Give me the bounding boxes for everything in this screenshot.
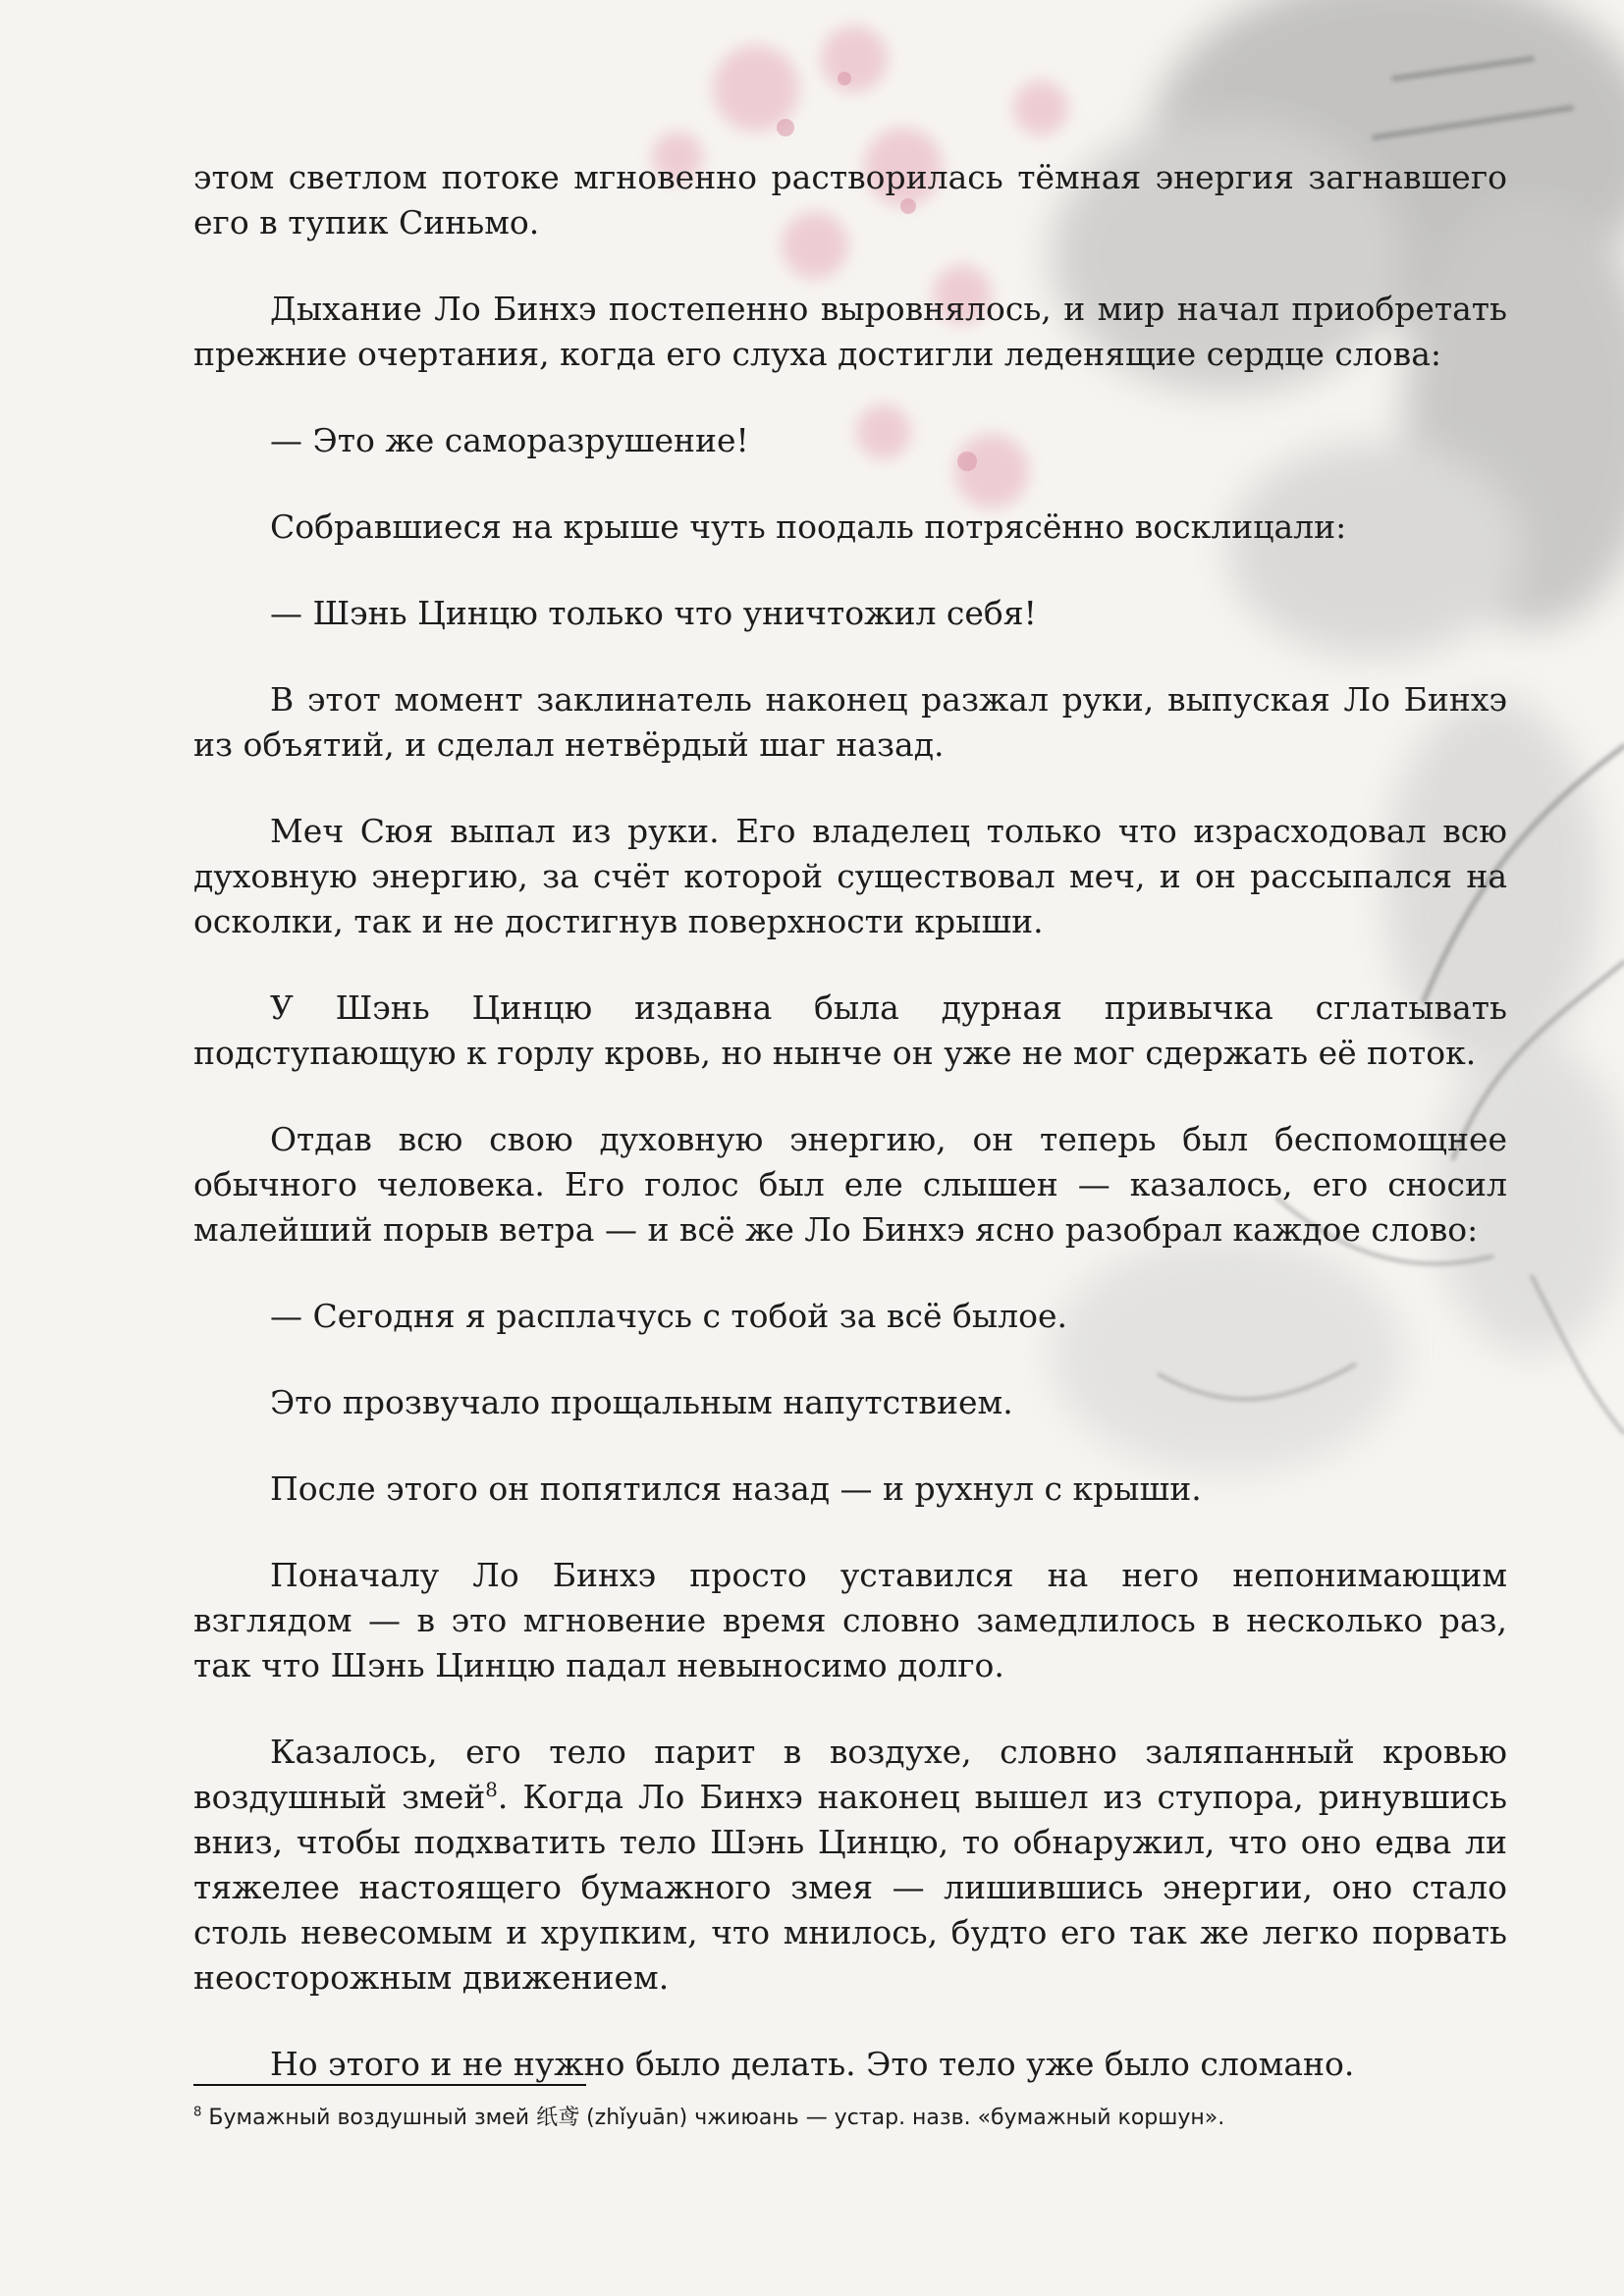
- paragraph: Поначалу Ло Бинхэ просто уставился на него непонимающим взглядом — в это мгновение время словно замедлилось в несколько раз, так что Шэнь Цинцю падал невыносимо долго.: [193, 1556, 1507, 1684]
- paragraph: Отдав всю свою духовную энергию, он теперь был беспомощнее обычного человека. Его голос был еле слышен — казалось, его сносил малейший порыв ветра — и всё же Ло Бинхэ ясно разобрал каждое слово:: [193, 1120, 1507, 1249]
- paragraph: Меч Сюя выпал из руки. Его владелец только что израсходовал всю духовную энергию, за счёт которой существовал меч, и он рассыпался на осколки, так и не достигнув поверхности крыши.: [193, 812, 1507, 940]
- paragraph: Это прозвучало прощальным напутствием.: [270, 1383, 1013, 1421]
- footnote-text: Бумажный воздушный змей 纸鸢 (zhǐyuān) чжиюань — устар. назв. «бумажный коршун».: [201, 2106, 1225, 2130]
- paragraph: В этот момент заклинатель наконец разжал руки, выпуская Ло Бинхэ из объятий, и сделал нетвёрдый шаг назад.: [193, 680, 1507, 764]
- paragraph: Но этого и не нужно было делать. Это тело уже было сломано.: [270, 2045, 1355, 2083]
- footnote-number: 8: [193, 2105, 202, 2120]
- footnote-reference[interactable]: 8: [485, 1779, 498, 1801]
- paragraph: — Это же саморазрушение!: [270, 421, 749, 459]
- paragraph-text: . Когда Ло Бинхэ наконец вышел из ступора, ринувшись вниз, чтобы подхватить тело Шэнь Цинцю, то обнаружил, что оно едва ли тяжелее настоящего бумажного змея — лишившись энергии, оно стало столь невесомым и хрупким, что мнилось, будто его так же легко порвать неосторожным движением.: [193, 1778, 1507, 1997]
- paragraph: У Шэнь Цинцю издавна была дурная привычка сглатывать подступающую к горлу кровь, но нынче он уже не мог сдержать её поток.: [193, 988, 1507, 1072]
- footnote-divider: [193, 2084, 586, 2086]
- footnote: [193, 2104, 1507, 2133]
- paragraph-with-footnote: [193, 1730, 1507, 2001]
- paragraph-text: Казалось, его тело парит в воздухе, словно заляпанный кровью воздушный змей: [193, 1733, 1507, 1816]
- paragraph: — Сегодня я расплачусь с тобой за всё былое.: [270, 1297, 1067, 1335]
- paragraph: Собравшиеся на крыше чуть поодаль потрясённо восклицали:: [270, 507, 1347, 546]
- paragraph: — Шэнь Цинцю только что уничтожил себя!: [270, 594, 1037, 632]
- body-text: [193, 155, 1507, 2128]
- paragraph: После этого он попятился назад — и рухнул с крыши.: [270, 1469, 1202, 1508]
- paragraph: этом светлом потоке мгновенно растворилась тёмная энергия загнавшего его в тупик Синьмо.: [193, 158, 1507, 241]
- paragraph: Дыхание Ло Бинхэ постепенно выровнялось, и мир начал приобретать прежние очертания, когда его слуха достигли леденящие сердце слова:: [193, 290, 1507, 373]
